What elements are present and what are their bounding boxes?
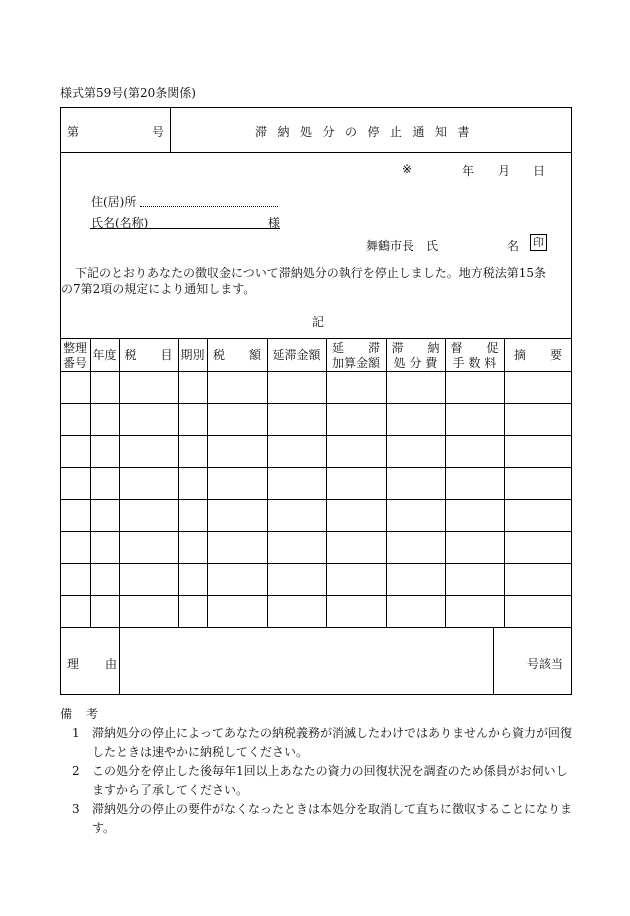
- address-field-line: [140, 206, 278, 207]
- issuer: 舞鶴市長 氏: [366, 239, 439, 253]
- remark-text: この処分を停止した後毎年1回以上あなたの資力の回復状況を調査のため係員がお伺いしますから了承してください。: [92, 764, 568, 797]
- remark-number: 2: [72, 764, 80, 778]
- col-header-tainou-shobun: 滞 納 処 分 費: [391, 340, 440, 370]
- table-col-line: [386, 338, 387, 627]
- table-top-line: [60, 338, 572, 339]
- remarks-label: 備考: [60, 707, 113, 721]
- reason-label: 理由: [67, 657, 144, 671]
- col-header-seiri: 整理 番号: [62, 340, 87, 370]
- reason-divider-right: [493, 627, 494, 695]
- table-col-line: [119, 338, 120, 627]
- reason-article-label: 号該当: [527, 657, 564, 671]
- col-header-kibetsu: 期別: [180, 348, 205, 362]
- table-row-line: [60, 595, 572, 596]
- form-number-label: 様式第59号(第20条関係): [60, 86, 196, 100]
- table-bottom-line: [60, 627, 572, 628]
- table-col-line: [267, 338, 268, 627]
- date-month: 月: [498, 164, 511, 178]
- issuer-name-suffix: 名: [507, 239, 520, 253]
- date-day: 日: [533, 164, 546, 178]
- col-header-zeimoku: 税 目: [124, 348, 173, 362]
- table-col-line: [445, 338, 446, 627]
- form-frame: [60, 107, 572, 695]
- number-prefix: 第: [67, 125, 80, 139]
- table-row-line: [60, 435, 572, 436]
- col-header-tokusoku: 督 促 手 数 料: [450, 340, 499, 370]
- col-header-entaikin: 延滞金額: [272, 348, 321, 362]
- notice-body: 下記のとおりあなたの徴収金について滞納処分の執行を停止しました。地方税法第15条の7第2項の規定により通知します。: [61, 266, 547, 296]
- remark-number: 1: [72, 726, 80, 740]
- table-col-line: [207, 338, 208, 627]
- table-col-line: [504, 338, 505, 627]
- table-row-line: [60, 531, 572, 532]
- remark-item: [72, 800, 573, 838]
- col-header-zeigaku: 税 額: [212, 348, 261, 362]
- remark-item: [72, 724, 573, 762]
- name-label: 氏名(名称): [91, 216, 149, 230]
- document-title: 滞納処分の停止通知書: [255, 125, 481, 139]
- table-row-line: [60, 499, 572, 500]
- ki-heading: 記: [312, 315, 325, 329]
- table-row-line: [60, 467, 572, 468]
- remark-item: [72, 762, 572, 800]
- table-row-line: [60, 563, 572, 564]
- table-row-line: [60, 403, 572, 404]
- col-header-nendo: 年度: [92, 348, 117, 362]
- header-divider: [170, 107, 171, 153]
- remark-text: 滞納処分の停止によってあなたの納税義務が消滅したわけではありませんから資力が回復したときは速やかに納税してください。: [92, 726, 573, 759]
- table-col-line: [90, 338, 91, 627]
- col-header-tekiyou: 摘 要: [513, 348, 562, 362]
- table-header-line: [60, 371, 572, 372]
- date-year: 年: [462, 164, 475, 178]
- seal-mark: 印: [530, 234, 547, 251]
- remark-number: 3: [72, 802, 80, 816]
- remark-text: 滞納処分の停止の要件がなくなったときは本処分を取消して直ちに徴収することになります。: [92, 802, 573, 835]
- table-col-line: [326, 338, 327, 627]
- name-field-line: [90, 228, 280, 229]
- date-mark: ※: [402, 162, 413, 176]
- col-header-entai-kasan: 延 滞 加算金額: [331, 340, 380, 370]
- table-col-line: [178, 338, 179, 627]
- address-label: 住(居)所: [91, 195, 137, 209]
- honorific: 様: [268, 216, 281, 230]
- number-suffix: 号: [152, 125, 165, 139]
